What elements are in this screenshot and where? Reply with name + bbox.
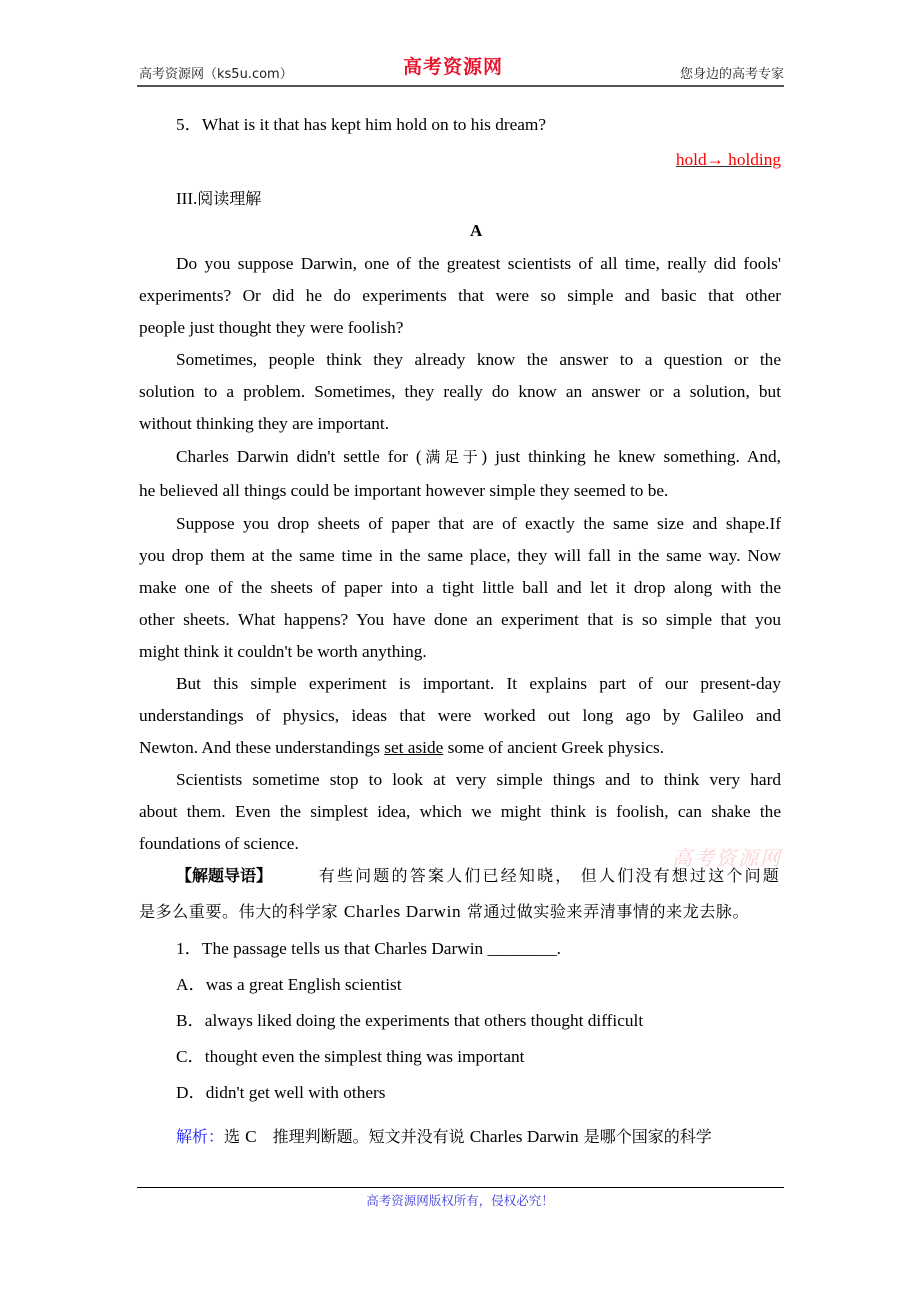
- footer-copyright: 高考资源网版权所有，侵权必究！: [366, 1193, 554, 1208]
- guide-text: 有些问题的答案人们已经知晓， 但人们没有想过这个问题: [318, 866, 781, 885]
- correction-note: hold→ holding: [675, 150, 781, 169]
- paragraph-line: other sheets. What happens? You have done an experiment that is so simple that you: [139, 610, 781, 629]
- text-segment: 常通过做实验来弄清事情的来龙去脉。: [461, 902, 750, 921]
- paragraph-line: might think it couldn't be worth anything.: [139, 642, 427, 661]
- paragraph-line: Scientists sometime stop to look at very simple things and to think very hard: [176, 770, 781, 789]
- footer-divider: [137, 1187, 784, 1188]
- text-segment: 是哪个国家的科学: [578, 1127, 712, 1146]
- header-site-name: 高考资源网（ks5u.com）: [139, 67, 293, 82]
- paragraph-line: people just thought they were foolish?: [139, 318, 404, 337]
- text-segment: Charles Darwin didn't settle for (: [176, 447, 422, 466]
- paragraph-line: he believed all things could be important however simple they seemed to be.: [139, 481, 669, 500]
- section-title: [176, 186, 261, 209]
- watermark: 高考资源网: [672, 846, 782, 870]
- answer-choice: C: [245, 1127, 257, 1146]
- text-segment: Charles Darwin: [469, 1127, 579, 1146]
- paragraph-line: make one of the sheets of paper into a tight little ball and let it drop along with the: [139, 578, 781, 597]
- header-slogan: 您身边的高考专家: [679, 67, 784, 82]
- paragraph-line: Sometimes, people think they already know the answer to a question or the: [176, 350, 781, 369]
- option-c: C．thought even the simplest thing was important: [176, 1047, 525, 1066]
- text-segment: ) just thinking he knew something. And,: [481, 447, 781, 466]
- question-5: 5．What is it that has kept him hold on to his dream?: [176, 115, 547, 134]
- paragraph-line: [176, 447, 781, 467]
- passage-label: A: [470, 221, 483, 240]
- paragraph-line: foundations of science.: [139, 834, 299, 853]
- text-segment: 推理判断题。短文并没有说: [256, 1127, 470, 1146]
- text-segment: 是多么重要。伟大的科学家: [139, 902, 344, 921]
- section-title-text: 阅读理解: [197, 189, 262, 208]
- section-numeral: III.: [176, 189, 198, 208]
- paragraph-line: experiments? Or did he do experiments that were so simple and basic that other: [139, 286, 781, 305]
- header-divider: [137, 85, 784, 87]
- text-segment: Newton. And these understandings: [139, 738, 385, 757]
- answer-label: 解析：: [176, 1127, 225, 1146]
- paragraph-line: understandings of physics, ideas that were worked out long ago by Galileo and: [139, 706, 781, 725]
- paragraph-line: you drop them at the same time in the same place, they will fall in the same way. Now: [139, 546, 781, 565]
- paragraph-line: about them. Even the simplest idea, which we might think is foolish, can shake the: [139, 802, 781, 821]
- option-a: A．was a great English scientist: [176, 975, 402, 994]
- option-b: B．always liked doing the experiments that others thought difficult: [176, 1011, 644, 1030]
- paragraph-line: Suppose you drop sheets of paper that are of exactly the same size and shape.If: [176, 514, 781, 533]
- header-logo: 高考资源网: [403, 56, 504, 78]
- paragraph-line: Do you suppose Darwin, one of the greatest scientists of all time, really did fools': [176, 254, 781, 273]
- guide-line: [139, 902, 781, 922]
- guide-tag: 【解题导语】: [176, 866, 273, 885]
- text-segment: 选: [224, 1127, 246, 1146]
- paragraph-line: [139, 738, 781, 758]
- guide-line: [176, 866, 781, 886]
- answer-explanation: [176, 1124, 712, 1147]
- text-segment: some of ancient Greek physics.: [443, 738, 665, 757]
- paragraph-line: without thinking they are important.: [139, 414, 390, 433]
- underlined-phrase: set aside: [384, 738, 444, 757]
- paragraph-line: But this simple experiment is important. It explains part of our present-day: [176, 674, 781, 693]
- page-header: [137, 50, 784, 86]
- question-stem: 1．The passage tells us that Charles Darwin ________.: [176, 939, 561, 958]
- text-segment: Charles Darwin: [343, 902, 462, 921]
- option-d: D．didn't get well with others: [176, 1083, 386, 1102]
- chinese-gloss: 满足于: [421, 448, 482, 466]
- paragraph-line: solution to a problem. Sometimes, they really do know an answer or a solution, but: [139, 382, 781, 401]
